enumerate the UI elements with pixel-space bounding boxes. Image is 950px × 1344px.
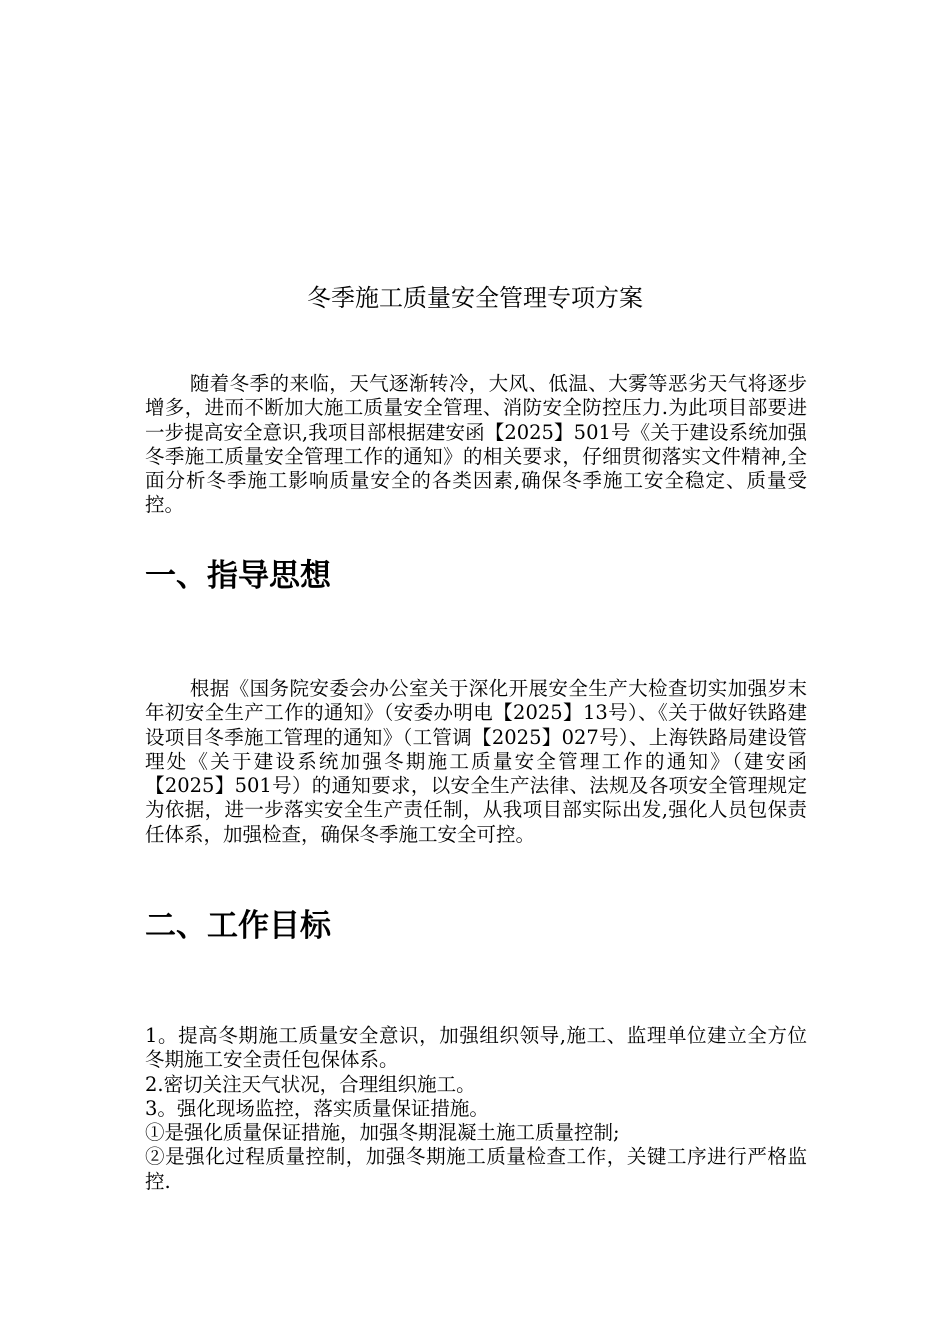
document-title: 冬季施工质量安全管理专项方案 — [307, 284, 643, 312]
guiding-ideology-paragraph: 根据《国务院安委会办公室关于深化开展安全生产大检查切实加强岁末年初安全生产工作的通知》（安委办明电【2025】13号）、《关于做好铁路建设项目冬季施工管理的通知》（工管调【2025】027号）、上海铁路局建设管理处《关于建设系统加强冬期施工质量安全管理工作的通知》（建安函【2025】501号）的通知要求，以安全生产法律、法规及各项安全管理规定为依据，进一步落实安全生产责任制，从我项目部实际出发,强化人员包保责任体系，加强检查，确保冬季施工安全可控。 — [145, 677, 807, 846]
list-item: ②是强化过程质量控制，加强冬期施工质量检查工作，关键工序进行严格监控. — [145, 1145, 807, 1193]
intro-paragraph: 随着冬季的来临，天气逐渐转冷，大风、低温、大雾等恶劣天气将逐步增多，进而不断加大施工质量安全管理、消防安全防控压力.为此项目部要进一步提高安全意识,我项目部根据建安函【2025】501号《关于建设系统加强冬季施工质量安全管理工作的通知》的相关要求，仔细贯彻落实文件精神,全面分析冬季施工影响质量安全的各类因素,确保冬季施工安全稳定、质量受控。 — [145, 372, 807, 517]
work-goals-list — [145, 1024, 807, 1194]
list-item: 3。强化现场监控，落实质量保证措施。 — [145, 1096, 489, 1120]
section-heading-guiding-ideology: 一、指导思想 — [145, 558, 331, 594]
list-item: ①是强化质量保证措施，加强冬期混凝土施工质量控制; — [145, 1121, 620, 1145]
list-item: 2.密切关注天气状况，合理组织施工。 — [145, 1072, 476, 1096]
section-heading-work-goals: 二、工作目标 — [145, 908, 331, 944]
list-item: 1。提高冬期施工质量安全意识，加强组织领导,施工、监理单位建立全方位冬期施工安全责任包保体系。 — [145, 1024, 807, 1072]
